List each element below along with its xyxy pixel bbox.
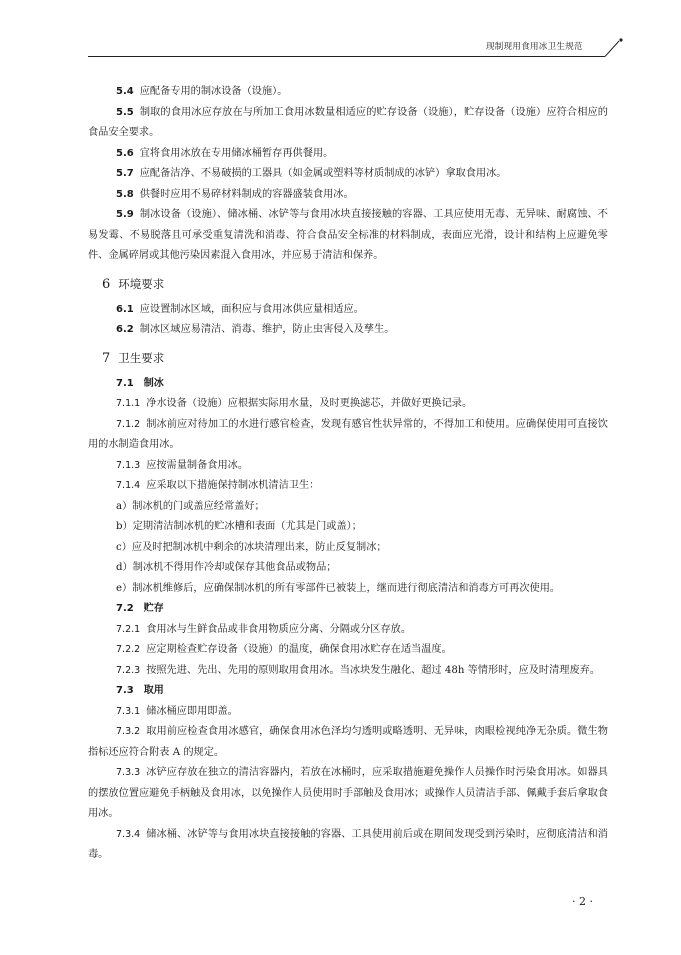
clause-5-4: 5.4 应配备专用的制冰设备（设施）。	[116, 86, 288, 97]
subsection-7-3-title: 7.3 取用	[116, 685, 164, 696]
clause-5-5: 5.5 制取的食用冰应存放在与所加工食用冰数量相适应的贮存设备（设施），贮存设备（设施）应符合相应的食品安全要求。	[88, 106, 608, 138]
header-rule	[88, 56, 605, 57]
clause-7-2-1: 7.2.1 食用冰与生鲜食品或非食用物质应分离、分隔或分区存放。	[116, 623, 412, 635]
clause-5-6: 5.6 宜将食用冰放在专用储冰桶暂存再供餐用。	[116, 147, 334, 159]
clause-5-7: 5.7 应配备洁净、不易破损的工器具（如金属或塑料等材质制成的冰铲）拿取食用冰。	[116, 168, 507, 179]
clause-6-1: 6.1 应设置制冰区域，面积应与食用冰供应量相适应。	[116, 303, 364, 315]
list-item: c）应及时把制冰机中剩余的冰块清理出来，防止反复制冰；	[116, 541, 387, 553]
clause-7-3-1: 7.3.1 储冰桶应即用即盖。	[116, 705, 238, 717]
clause-7-1-2: 7.1.2 制冰前应对待加工的水进行感官检查，发现有感官性状异常的，不得加工和使用。应确保使用可直接饮用的水制造食用冰。	[88, 418, 608, 450]
section-6-title: 6 环境要求	[102, 276, 165, 292]
subsection-7-2-title: 7.2 贮存	[116, 603, 164, 614]
clause-5-8: 5.8 供餐时应用不易碎材料制成的容器盛装食用冰。	[116, 188, 354, 200]
section-7-title: 7 卫生要求	[102, 350, 165, 366]
list-item: d）制冰机不得用作冷却或保存其他食品或物品；	[116, 562, 337, 573]
document-body	[88, 82, 608, 866]
clause-7-2-2: 7.2.2 应定期检查贮存设备（设施）的温度，确保食用冰贮存在适当温度。	[116, 644, 452, 655]
subsection-7-1-title: 7.1 制冰	[116, 377, 164, 389]
clause-6-2: 6.2 制冰区域应易清洁、消毒、维护，防止虫害侵入及孳生。	[116, 324, 395, 335]
clause-7-3-3: 7.3.3 冰铲应存放在独立的清洁容器内，若放在冰桶时，应采取措施避免操作人员操作时污染食用冰。如器具的摆放位置应避免手柄触及食用冰，以免操作人员使用时手部触及食用冰；或操作人员清洁手部、佩戴手套后拿取食用冰。	[88, 767, 608, 819]
clause-7-3-4: 7.3.4 储冰桶、冰铲等与食用冰块直接接触的容器、工具使用前后或在期间发现受到污染时，应彻底清洁和消毒。	[88, 828, 608, 860]
clause-7-2-3: 7.2.3 按照先进、先出、先用的原则取用食用冰。当冰块发生融化、超过 48h 等情形时，应及时清理废弃。	[116, 664, 601, 676]
header-slant-mark	[605, 38, 627, 57]
clause-7-1-3: 7.1.3 应按需量制备食用冰。	[116, 459, 249, 471]
list-item: e）制冰机维修后，应确保制冰机的所有零部件已被装上，继而进行彻底清洁和消毒方可再次使用。	[116, 582, 561, 594]
list-item: a）制冰机的门或盖应经常盖好；	[116, 500, 265, 512]
page-number: · 2 ·	[572, 895, 593, 908]
clause-7-1-1: 7.1.1 净水设备（设施）应根据实际用水量，及时更换滤芯，并做好更换记录。	[116, 398, 473, 409]
clause-5-9: 5.9 制冰设备（设施）、储冰桶、冰铲等与食用冰块直接接触的容器、工具应使用无毒、无异味、耐腐蚀、不易发霉、不易脱落且可承受重复清洗和消毒、符合食品安全标准的材料制成，表面应光滑，设计和结构上应避免零件、金属碎屑或其他污染因素混入食用冰，并应易于清洁和保养。	[88, 209, 608, 261]
clause-7-3-2: 7.3.2 取用前应检查食用冰感官，确保食用冰色泽均匀透明或略透明、无异味，肉眼检视纯净无杂质。微生物指标还应符合附表 A 的规定。	[88, 726, 608, 758]
list-item: b）定期清洁制冰机的贮冰槽和表面（尤其是门或盖）；	[116, 521, 362, 532]
clause-7-1-4: 7.1.4 应采取以下措施保持制冰机清洁卫生：	[116, 480, 320, 491]
page-header: 现制现用食用冰卫生规范	[486, 42, 583, 52]
